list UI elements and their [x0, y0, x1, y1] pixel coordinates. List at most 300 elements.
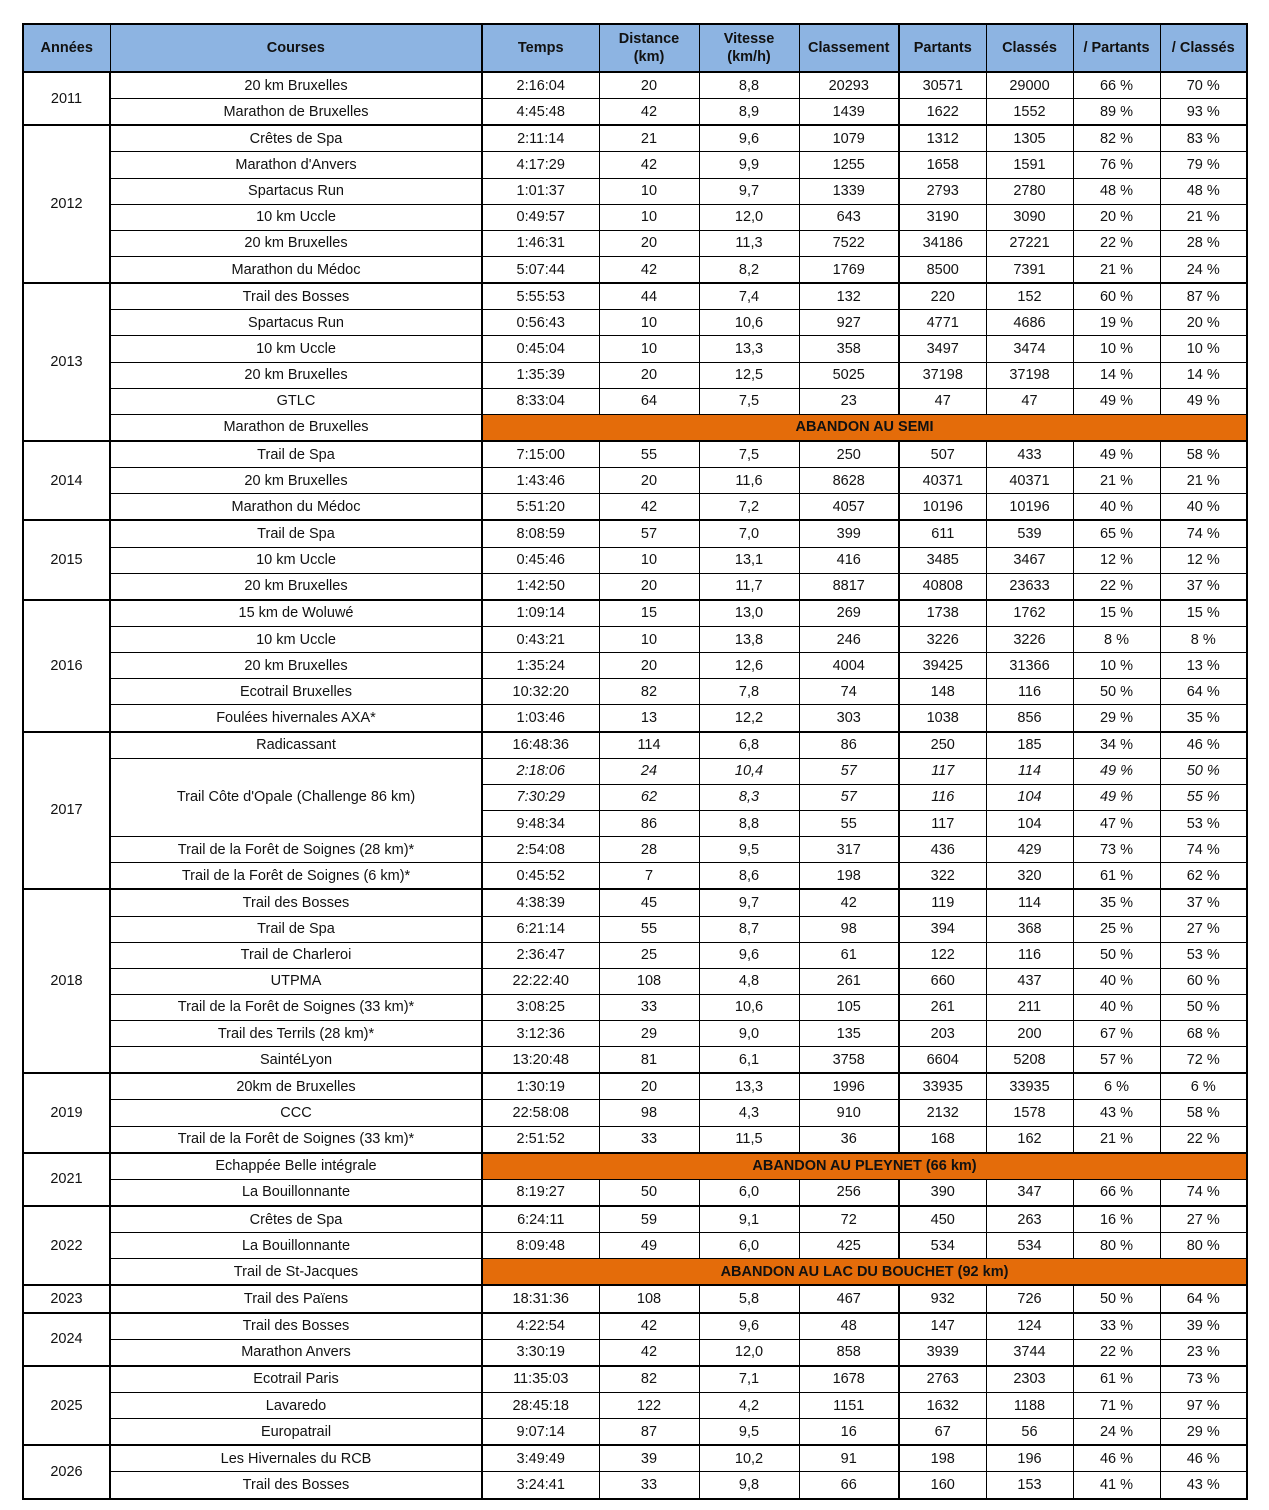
- rank-cell: 72: [799, 1206, 899, 1233]
- classified-cell: 185: [986, 732, 1073, 759]
- distance-cell: 82: [599, 679, 699, 705]
- table-row: [23, 178, 1247, 204]
- abandon-banner: ABANDON AU PLEYNET (66 km): [482, 1153, 1247, 1180]
- pct-starters-cell: 10 %: [1073, 653, 1160, 679]
- rank-cell: 467: [799, 1285, 899, 1312]
- classified-cell: 114: [986, 889, 1073, 916]
- classified-cell: 1578: [986, 1100, 1073, 1126]
- distance-cell: 21: [599, 125, 699, 152]
- time-cell: 7:15:00: [482, 441, 599, 468]
- distance-cell: 7: [599, 863, 699, 890]
- rank-cell: 57: [799, 784, 899, 810]
- classified-cell: 263: [986, 1206, 1073, 1233]
- pct-starters-cell: 50 %: [1073, 1285, 1160, 1312]
- table-row: [23, 1313, 1247, 1340]
- pct-starters-cell: 40 %: [1073, 494, 1160, 521]
- pct-classified-cell: 68 %: [1160, 1021, 1247, 1047]
- distance-cell: 20: [599, 72, 699, 99]
- speed-cell: 12,0: [699, 204, 799, 230]
- classified-cell: 10196: [986, 494, 1073, 521]
- classified-cell: 27221: [986, 230, 1073, 256]
- header-distance-line2: (km): [633, 49, 665, 65]
- time-cell: 3:24:41: [482, 1472, 599, 1499]
- starters-cell: 122: [899, 942, 986, 968]
- pct-starters-cell: 49 %: [1073, 758, 1160, 784]
- speed-cell: 6,0: [699, 1179, 799, 1206]
- speed-cell: 10,6: [699, 994, 799, 1020]
- classified-cell: 1762: [986, 600, 1073, 627]
- course-cell: Marathon d'Anvers: [110, 152, 482, 178]
- time-cell: 5:55:53: [482, 283, 599, 310]
- pct-starters-cell: 16 %: [1073, 1206, 1160, 1233]
- rank-cell: 135: [799, 1021, 899, 1047]
- course-cell: 20 km Bruxelles: [110, 72, 482, 99]
- rank-cell: 98: [799, 916, 899, 942]
- pct-classified-cell: 37 %: [1160, 889, 1247, 916]
- rank-cell: 7522: [799, 230, 899, 256]
- course-cell: 20 km Bruxelles: [110, 230, 482, 256]
- speed-cell: 6,8: [699, 732, 799, 759]
- pct-classified-cell: 70 %: [1160, 72, 1247, 99]
- speed-cell: 4,8: [699, 968, 799, 994]
- pct-classified-cell: 58 %: [1160, 1100, 1247, 1126]
- pct-starters-cell: 47 %: [1073, 810, 1160, 836]
- table-row: [23, 837, 1247, 863]
- course-cell: Trail des Terrils (28 km)*: [110, 1021, 482, 1047]
- distance-cell: 42: [599, 152, 699, 178]
- pct-classified-cell: 39 %: [1160, 1313, 1247, 1340]
- time-cell: 1:30:19: [482, 1073, 599, 1100]
- course-cell: Trail Côte d'Opale (Challenge 86 km): [110, 758, 482, 836]
- distance-cell: 42: [599, 1313, 699, 1340]
- course-cell: Crêtes de Spa: [110, 125, 482, 152]
- course-cell: 20km de Bruxelles: [110, 1073, 482, 1100]
- header-classified: Classés: [986, 24, 1073, 72]
- rank-cell: 250: [799, 441, 899, 468]
- starters-cell: 168: [899, 1126, 986, 1153]
- course-cell: Trail des Bosses: [110, 889, 482, 916]
- results-body: [23, 72, 1247, 1499]
- distance-cell: 55: [599, 916, 699, 942]
- pct-starters-cell: 21 %: [1073, 1126, 1160, 1153]
- time-cell: 8:19:27: [482, 1179, 599, 1206]
- header-starters: Partants: [899, 24, 986, 72]
- pct-classified-cell: 73 %: [1160, 1366, 1247, 1393]
- classified-cell: 1305: [986, 125, 1073, 152]
- pct-classified-cell: 49 %: [1160, 388, 1247, 414]
- pct-starters-cell: 22 %: [1073, 230, 1160, 256]
- rank-cell: 1255: [799, 152, 899, 178]
- pct-classified-cell: 97 %: [1160, 1393, 1247, 1419]
- starters-cell: 47: [899, 388, 986, 414]
- course-cell: Echappée Belle intégrale: [110, 1153, 482, 1180]
- time-cell: 6:21:14: [482, 916, 599, 942]
- year-cell: 2017: [23, 732, 110, 890]
- table-row: [23, 125, 1247, 152]
- pct-classified-cell: 46 %: [1160, 732, 1247, 759]
- year-cell: 2023: [23, 1285, 110, 1312]
- starters-cell: 198: [899, 1445, 986, 1472]
- table-row: [23, 994, 1247, 1020]
- distance-cell: 20: [599, 1073, 699, 1100]
- rank-cell: 23: [799, 388, 899, 414]
- starters-cell: 8500: [899, 256, 986, 283]
- table-row: [23, 1126, 1247, 1153]
- rank-cell: 8817: [799, 573, 899, 600]
- pct-classified-cell: 22 %: [1160, 1126, 1247, 1153]
- pct-starters-cell: 29 %: [1073, 705, 1160, 732]
- starters-cell: 1312: [899, 125, 986, 152]
- pct-starters-cell: 35 %: [1073, 889, 1160, 916]
- pct-starters-cell: 43 %: [1073, 1100, 1160, 1126]
- classified-cell: 116: [986, 942, 1073, 968]
- time-cell: 3:30:19: [482, 1339, 599, 1366]
- year-cell: 2025: [23, 1366, 110, 1445]
- classified-cell: 3226: [986, 626, 1073, 652]
- race-results-table: [22, 23, 1248, 1500]
- speed-cell: 12,5: [699, 362, 799, 388]
- starters-cell: 3485: [899, 547, 986, 573]
- pct-starters-cell: 49 %: [1073, 784, 1160, 810]
- speed-cell: 4,2: [699, 1393, 799, 1419]
- table-row: [23, 889, 1247, 916]
- time-cell: 0:49:57: [482, 204, 599, 230]
- distance-cell: 64: [599, 388, 699, 414]
- course-cell: Radicassant: [110, 732, 482, 759]
- speed-cell: 9,6: [699, 942, 799, 968]
- distance-cell: 39: [599, 1445, 699, 1472]
- course-cell: Foulées hivernales AXA*: [110, 705, 482, 732]
- year-cell: 2011: [23, 72, 110, 125]
- course-cell: Trail de la Forêt de Soignes (33 km)*: [110, 1126, 482, 1153]
- time-cell: 4:17:29: [482, 152, 599, 178]
- classified-cell: 856: [986, 705, 1073, 732]
- distance-cell: 42: [599, 1339, 699, 1366]
- time-cell: 9:48:34: [482, 810, 599, 836]
- starters-cell: 1038: [899, 705, 986, 732]
- distance-cell: 49: [599, 1233, 699, 1259]
- rank-cell: 416: [799, 547, 899, 573]
- table-row-abandon: [23, 1259, 1247, 1286]
- rank-cell: 303: [799, 705, 899, 732]
- distance-cell: 59: [599, 1206, 699, 1233]
- table-row: [23, 758, 1247, 784]
- classified-cell: 56: [986, 1419, 1073, 1446]
- time-cell: 0:45:04: [482, 336, 599, 362]
- rank-cell: 317: [799, 837, 899, 863]
- table-row: [23, 1179, 1247, 1206]
- pct-starters-cell: 46 %: [1073, 1445, 1160, 1472]
- pct-starters-cell: 25 %: [1073, 916, 1160, 942]
- speed-cell: 9,6: [699, 1313, 799, 1340]
- pct-classified-cell: 20 %: [1160, 310, 1247, 336]
- time-cell: 8:08:59: [482, 520, 599, 547]
- starters-cell: 1738: [899, 600, 986, 627]
- speed-cell: 6,1: [699, 1047, 799, 1074]
- distance-cell: 13: [599, 705, 699, 732]
- time-cell: 16:48:36: [482, 732, 599, 759]
- starters-cell: 116: [899, 784, 986, 810]
- year-cell: 2012: [23, 125, 110, 283]
- speed-cell: 8,8: [699, 810, 799, 836]
- rank-cell: 1996: [799, 1073, 899, 1100]
- course-cell: Trail de la Forêt de Soignes (6 km)*: [110, 863, 482, 890]
- rank-cell: 927: [799, 310, 899, 336]
- time-cell: 3:49:49: [482, 1445, 599, 1472]
- rank-cell: 1678: [799, 1366, 899, 1393]
- time-cell: 3:08:25: [482, 994, 599, 1020]
- distance-cell: 45: [599, 889, 699, 916]
- time-cell: 1:03:46: [482, 705, 599, 732]
- distance-cell: 81: [599, 1047, 699, 1074]
- pct-classified-cell: 27 %: [1160, 916, 1247, 942]
- classified-cell: 726: [986, 1285, 1073, 1312]
- rank-cell: 358: [799, 336, 899, 362]
- classified-cell: 152: [986, 283, 1073, 310]
- starters-cell: 2793: [899, 178, 986, 204]
- speed-cell: 9,7: [699, 889, 799, 916]
- course-cell: Trail des Bosses: [110, 283, 482, 310]
- classified-cell: 320: [986, 863, 1073, 890]
- classified-cell: 1188: [986, 1393, 1073, 1419]
- rank-cell: 66: [799, 1472, 899, 1499]
- distance-cell: 62: [599, 784, 699, 810]
- rank-cell: 399: [799, 520, 899, 547]
- pct-classified-cell: 21 %: [1160, 204, 1247, 230]
- distance-cell: 82: [599, 1366, 699, 1393]
- course-cell: GTLC: [110, 388, 482, 414]
- pct-classified-cell: 24 %: [1160, 256, 1247, 283]
- speed-cell: 12,2: [699, 705, 799, 732]
- course-cell: Trail des Bosses: [110, 1472, 482, 1499]
- course-cell: Trail des Bosses: [110, 1313, 482, 1340]
- speed-cell: 7,1: [699, 1366, 799, 1393]
- classified-cell: 116: [986, 679, 1073, 705]
- pct-classified-cell: 40 %: [1160, 494, 1247, 521]
- abandon-banner: ABANDON AU SEMI: [482, 414, 1247, 441]
- course-cell: La Bouillonnante: [110, 1233, 482, 1259]
- pct-starters-cell: 66 %: [1073, 72, 1160, 99]
- distance-cell: 28: [599, 837, 699, 863]
- time-cell: 18:31:36: [482, 1285, 599, 1312]
- time-cell: 4:45:48: [482, 99, 599, 126]
- pct-starters-cell: 65 %: [1073, 520, 1160, 547]
- pct-starters-cell: 50 %: [1073, 679, 1160, 705]
- pct-classified-cell: 43 %: [1160, 1472, 1247, 1499]
- header-rank: Classement: [799, 24, 899, 72]
- pct-classified-cell: 87 %: [1160, 283, 1247, 310]
- course-cell: Spartacus Run: [110, 310, 482, 336]
- starters-cell: 2763: [899, 1366, 986, 1393]
- pct-classified-cell: 83 %: [1160, 125, 1247, 152]
- distance-cell: 29: [599, 1021, 699, 1047]
- starters-cell: 220: [899, 283, 986, 310]
- rank-cell: 246: [799, 626, 899, 652]
- classified-cell: 1591: [986, 152, 1073, 178]
- pct-classified-cell: 53 %: [1160, 942, 1247, 968]
- starters-cell: 261: [899, 994, 986, 1020]
- rank-cell: 74: [799, 679, 899, 705]
- starters-cell: 203: [899, 1021, 986, 1047]
- header-speed: [699, 24, 799, 72]
- rank-cell: 4004: [799, 653, 899, 679]
- pct-classified-cell: 79 %: [1160, 152, 1247, 178]
- speed-cell: 10,4: [699, 758, 799, 784]
- time-cell: 4:38:39: [482, 889, 599, 916]
- course-cell: UTPMA: [110, 968, 482, 994]
- table-row: [23, 1206, 1247, 1233]
- table-row: [23, 494, 1247, 521]
- distance-cell: 57: [599, 520, 699, 547]
- pct-starters-cell: 33 %: [1073, 1313, 1160, 1340]
- classified-cell: 200: [986, 1021, 1073, 1047]
- pct-starters-cell: 20 %: [1073, 204, 1160, 230]
- year-cell: 2019: [23, 1073, 110, 1152]
- starters-cell: 4771: [899, 310, 986, 336]
- rank-cell: 20293: [799, 72, 899, 99]
- distance-cell: 50: [599, 1179, 699, 1206]
- distance-cell: 108: [599, 968, 699, 994]
- course-cell: La Bouillonnante: [110, 1179, 482, 1206]
- time-cell: 0:43:21: [482, 626, 599, 652]
- header-distance-line1: Distance: [618, 31, 680, 47]
- table-row: [23, 204, 1247, 230]
- classified-cell: 368: [986, 916, 1073, 942]
- time-cell: 1:42:50: [482, 573, 599, 600]
- speed-cell: 8,9: [699, 99, 799, 126]
- time-cell: 4:22:54: [482, 1313, 599, 1340]
- year-cell: 2016: [23, 600, 110, 732]
- speed-cell: 12,6: [699, 653, 799, 679]
- pct-classified-cell: 29 %: [1160, 1419, 1247, 1446]
- time-cell: 1:43:46: [482, 468, 599, 494]
- pct-classified-cell: 74 %: [1160, 520, 1247, 547]
- speed-cell: 9,7: [699, 178, 799, 204]
- classified-cell: 4686: [986, 310, 1073, 336]
- course-cell: SaintéLyon: [110, 1047, 482, 1074]
- distance-cell: 20: [599, 468, 699, 494]
- course-cell: CCC: [110, 1100, 482, 1126]
- table-row: [23, 1073, 1247, 1100]
- starters-cell: 450: [899, 1206, 986, 1233]
- time-cell: 22:22:40: [482, 968, 599, 994]
- course-cell: 20 km Bruxelles: [110, 653, 482, 679]
- table-row: [23, 441, 1247, 468]
- speed-cell: 9,9: [699, 152, 799, 178]
- time-cell: 0:45:46: [482, 547, 599, 573]
- pct-classified-cell: 60 %: [1160, 968, 1247, 994]
- pct-starters-cell: 24 %: [1073, 1419, 1160, 1446]
- rank-cell: 48: [799, 1313, 899, 1340]
- distance-cell: 15: [599, 600, 699, 627]
- speed-cell: 11,5: [699, 1126, 799, 1153]
- speed-cell: 8,6: [699, 863, 799, 890]
- distance-cell: 10: [599, 336, 699, 362]
- classified-cell: 196: [986, 1445, 1073, 1472]
- speed-cell: 7,0: [699, 520, 799, 547]
- pct-classified-cell: 14 %: [1160, 362, 1247, 388]
- starters-cell: 33935: [899, 1073, 986, 1100]
- starters-cell: 30571: [899, 72, 986, 99]
- rank-cell: 86: [799, 732, 899, 759]
- rank-cell: 5025: [799, 362, 899, 388]
- speed-cell: 11,3: [699, 230, 799, 256]
- table-row: [23, 863, 1247, 890]
- header-row: [23, 24, 1247, 72]
- pct-classified-cell: 23 %: [1160, 1339, 1247, 1366]
- rank-cell: 42: [799, 889, 899, 916]
- time-cell: 28:45:18: [482, 1393, 599, 1419]
- pct-starters-cell: 48 %: [1073, 178, 1160, 204]
- course-cell: 10 km Uccle: [110, 336, 482, 362]
- rank-cell: 8628: [799, 468, 899, 494]
- distance-cell: 86: [599, 810, 699, 836]
- time-cell: 1:09:14: [482, 600, 599, 627]
- classified-cell: 33935: [986, 1073, 1073, 1100]
- year-cell: 2024: [23, 1313, 110, 1366]
- pct-classified-cell: 13 %: [1160, 653, 1247, 679]
- rank-cell: 910: [799, 1100, 899, 1126]
- course-cell: Marathon du Médoc: [110, 256, 482, 283]
- pct-classified-cell: 64 %: [1160, 1285, 1247, 1312]
- year-cell: 2013: [23, 283, 110, 441]
- course-cell: Ecotrail Bruxelles: [110, 679, 482, 705]
- pct-classified-cell: 15 %: [1160, 600, 1247, 627]
- pct-starters-cell: 12 %: [1073, 547, 1160, 573]
- rank-cell: 198: [799, 863, 899, 890]
- time-cell: 11:35:03: [482, 1366, 599, 1393]
- distance-cell: 20: [599, 573, 699, 600]
- pct-starters-cell: 8 %: [1073, 626, 1160, 652]
- time-cell: 3:12:36: [482, 1021, 599, 1047]
- speed-cell: 9,5: [699, 1419, 799, 1446]
- classified-cell: 347: [986, 1179, 1073, 1206]
- pct-starters-cell: 67 %: [1073, 1021, 1160, 1047]
- table-row: [23, 1339, 1247, 1366]
- year-cell: 2022: [23, 1206, 110, 1285]
- rank-cell: 132: [799, 283, 899, 310]
- pct-classified-cell: 55 %: [1160, 784, 1247, 810]
- classified-cell: 104: [986, 784, 1073, 810]
- starters-cell: 436: [899, 837, 986, 863]
- time-cell: 13:20:48: [482, 1047, 599, 1074]
- course-cell: 20 km Bruxelles: [110, 362, 482, 388]
- speed-cell: 5,8: [699, 1285, 799, 1312]
- distance-cell: 42: [599, 99, 699, 126]
- header-speed-line1: Vitesse: [723, 31, 775, 47]
- pct-starters-cell: 50 %: [1073, 942, 1160, 968]
- distance-cell: 42: [599, 494, 699, 521]
- starters-cell: 39425: [899, 653, 986, 679]
- pct-classified-cell: 46 %: [1160, 1445, 1247, 1472]
- speed-cell: 13,0: [699, 600, 799, 627]
- course-cell: Trail de la Forêt de Soignes (28 km)*: [110, 837, 482, 863]
- rank-cell: 425: [799, 1233, 899, 1259]
- rank-cell: 36: [799, 1126, 899, 1153]
- time-cell: 5:07:44: [482, 256, 599, 283]
- table-row: [23, 72, 1247, 99]
- pct-starters-cell: 14 %: [1073, 362, 1160, 388]
- table-row: [23, 1285, 1247, 1312]
- table-row: [23, 388, 1247, 414]
- time-cell: 2:36:47: [482, 942, 599, 968]
- classified-cell: 3744: [986, 1339, 1073, 1366]
- table-row: [23, 256, 1247, 283]
- course-cell: 20 km Bruxelles: [110, 468, 482, 494]
- rank-cell: 105: [799, 994, 899, 1020]
- starters-cell: 2132: [899, 1100, 986, 1126]
- rank-cell: 643: [799, 204, 899, 230]
